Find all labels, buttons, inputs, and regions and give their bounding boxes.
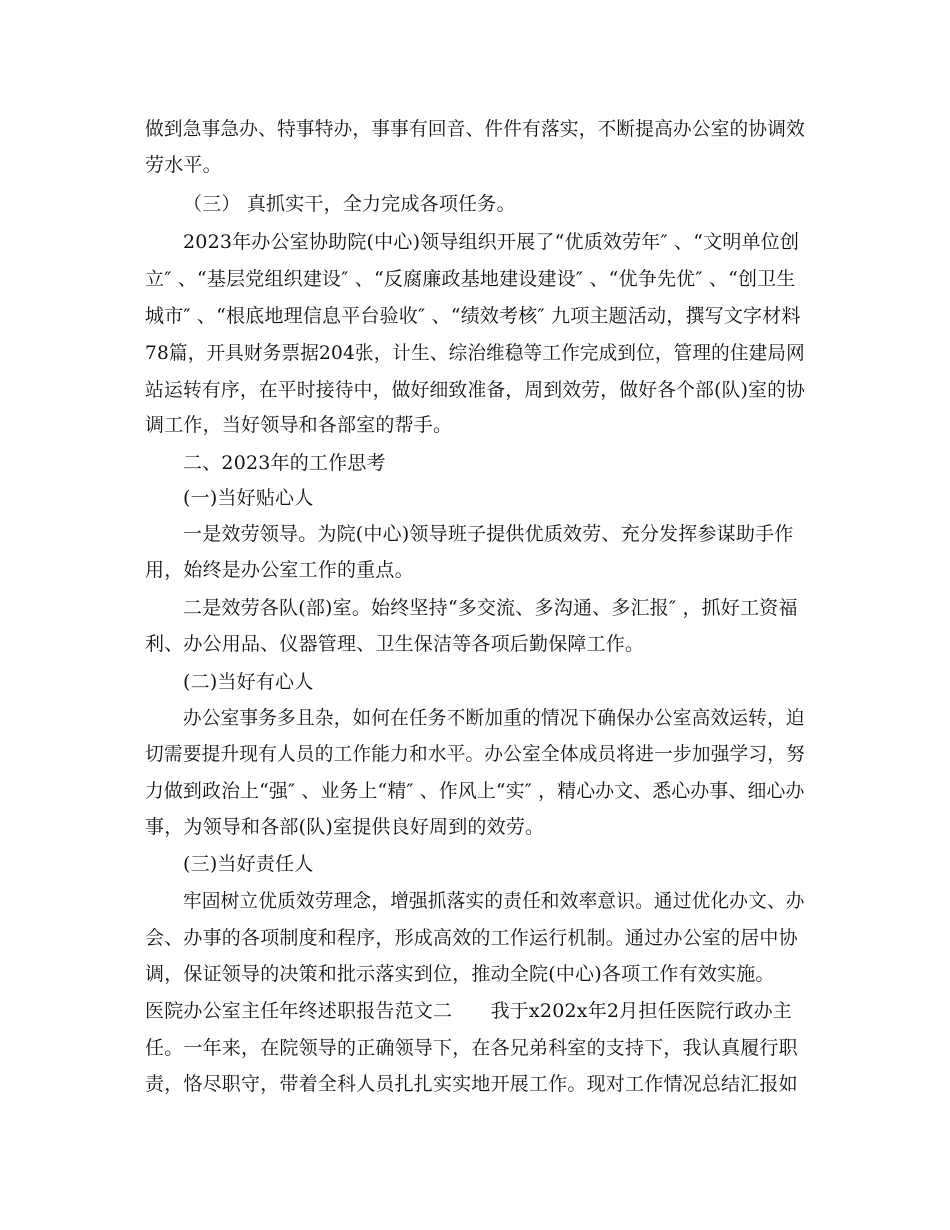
paragraph-line: 利、办公用品、仪器管理、卫生保洁等各项后勤保障工作。 (145, 633, 645, 655)
paragraph-line: 立″ 、“基层党组织建设″ 、“反腐廉政基地建设建设″ 、“优争先优″ 、“创卫生 (145, 268, 796, 290)
paragraph-line: 二是效劳各队(部)室。始终坚持“多交流、多沟通、多汇报″ ，抓好工资福 (183, 597, 798, 619)
paragraph-line: 78篇，开具财务票据204张，计生、综治维稳等工作完成到位，管理的住建局网 (145, 342, 805, 364)
paragraph-line: 事，为领导和各部(队)室提供良好周到的效劳。 (145, 816, 545, 838)
paragraph-line: 力做到政治上“强″ 、业务上“精″ 、作风上“实″ ，精心办文、悉心办事、细心办 (145, 780, 805, 802)
section-heading: (三)当好责任人 (183, 853, 314, 875)
section-heading: (二)当好有心人 (183, 671, 314, 693)
paragraph-line: 切需要提升现有人员的工作能力和水平。办公室全体成员将进一步加强学习，努 (145, 743, 805, 765)
paragraph-line: 劳水平。 (145, 154, 222, 176)
paragraph-line: 城市″ 、“根底地理信息平台验收″ 、“绩效考核″ 九项主题活动，撰写文字材料 (145, 305, 801, 327)
paragraph-line: 任。一年来，在院领导的正确领导下，在各兄弟科室的支持下，我认真履行职 (145, 1037, 798, 1059)
section-heading: (一)当好贴心人 (183, 487, 314, 509)
paragraph-line: 做到急事急办、特事特办，事事有回音、件件有落实，不断提高办公室的协调效 (145, 118, 805, 140)
paragraph-line: 2023年办公室协助院(中心)领导组织开展了“优质效劳年″ 、“文明单位创 (183, 231, 800, 253)
paragraph-line: 办公室事务多且杂，如何在任务不断加重的情况下确保办公室高效运转，迫 (183, 707, 805, 729)
paragraph-line: 牢固树立优质效劳理念，增强抓落实的责任和效率意识。通过优化办文、办 (183, 890, 805, 912)
paragraph-line: 医院办公室主任年终述职报告范文二 我于x202x年2月担任医院行政办主 (145, 1000, 792, 1022)
paragraph-line: 一是效劳领导。为院(中心)领导班子提供优质效劳、充分发挥参谋助手作 (183, 523, 794, 545)
section-heading: 二、2023年的工作思考 (183, 452, 386, 474)
paragraph-line: 站运转有序，在平时接待中，做好细致准备，周到效劳，做好各个部(队)室的协 (145, 379, 806, 401)
paragraph-line: 调，保证领导的决策和批示落实到位，推动全院(中心)各项工作有效实施。 (145, 963, 775, 985)
paragraph-line: 调工作，当好领导和各部室的帮手。 (145, 414, 453, 436)
paragraph-line: 会、办事的各项制度和程序，形成高效的工作运行机制。通过办公室的居中协 (145, 927, 798, 949)
paragraph-line: 用，始终是办公室工作的重点。 (145, 559, 414, 581)
paragraph-line: 责，恪尽职守，带着全科人员扎扎实实地开展工作。现对工作情况总结汇报如 (145, 1073, 798, 1095)
section-heading: （三） 真抓实干，全力完成各项任务。 (183, 193, 516, 215)
